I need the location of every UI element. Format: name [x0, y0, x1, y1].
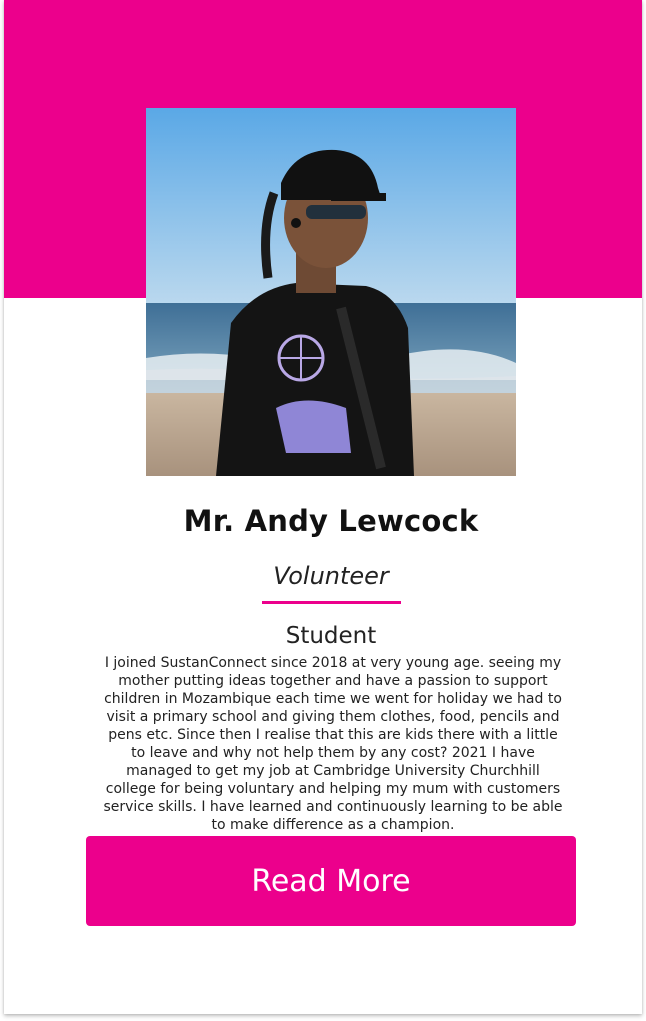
person-role: Volunteer — [273, 562, 389, 590]
profile-card — [4, 0, 642, 1014]
person-subtitle: Student — [285, 623, 377, 649]
person-name: Mr. Andy Lewcock — [183, 504, 479, 538]
accent-divider — [262, 601, 401, 604]
person-bio: I joined SustanConnect since 2018 at very young age. seeing my mother putting ideas together and have a passion to support children in Mozambique each time we went for holiday we had to visit a primary school and giving them clothes, food, pencils and pens etc. Since then I realise that this are kids there with a little to leave and why not help them by any cost? 2021 I have managed to get my job at Cambridge University Churchhill college for being voluntary and helping my mum with customers service skills. I have learned and continuously learning to be able to make difference as a champion. — [103, 655, 563, 833]
read-more-button[interactable]: Read More — [86, 836, 576, 926]
profile-photo — [146, 108, 516, 476]
